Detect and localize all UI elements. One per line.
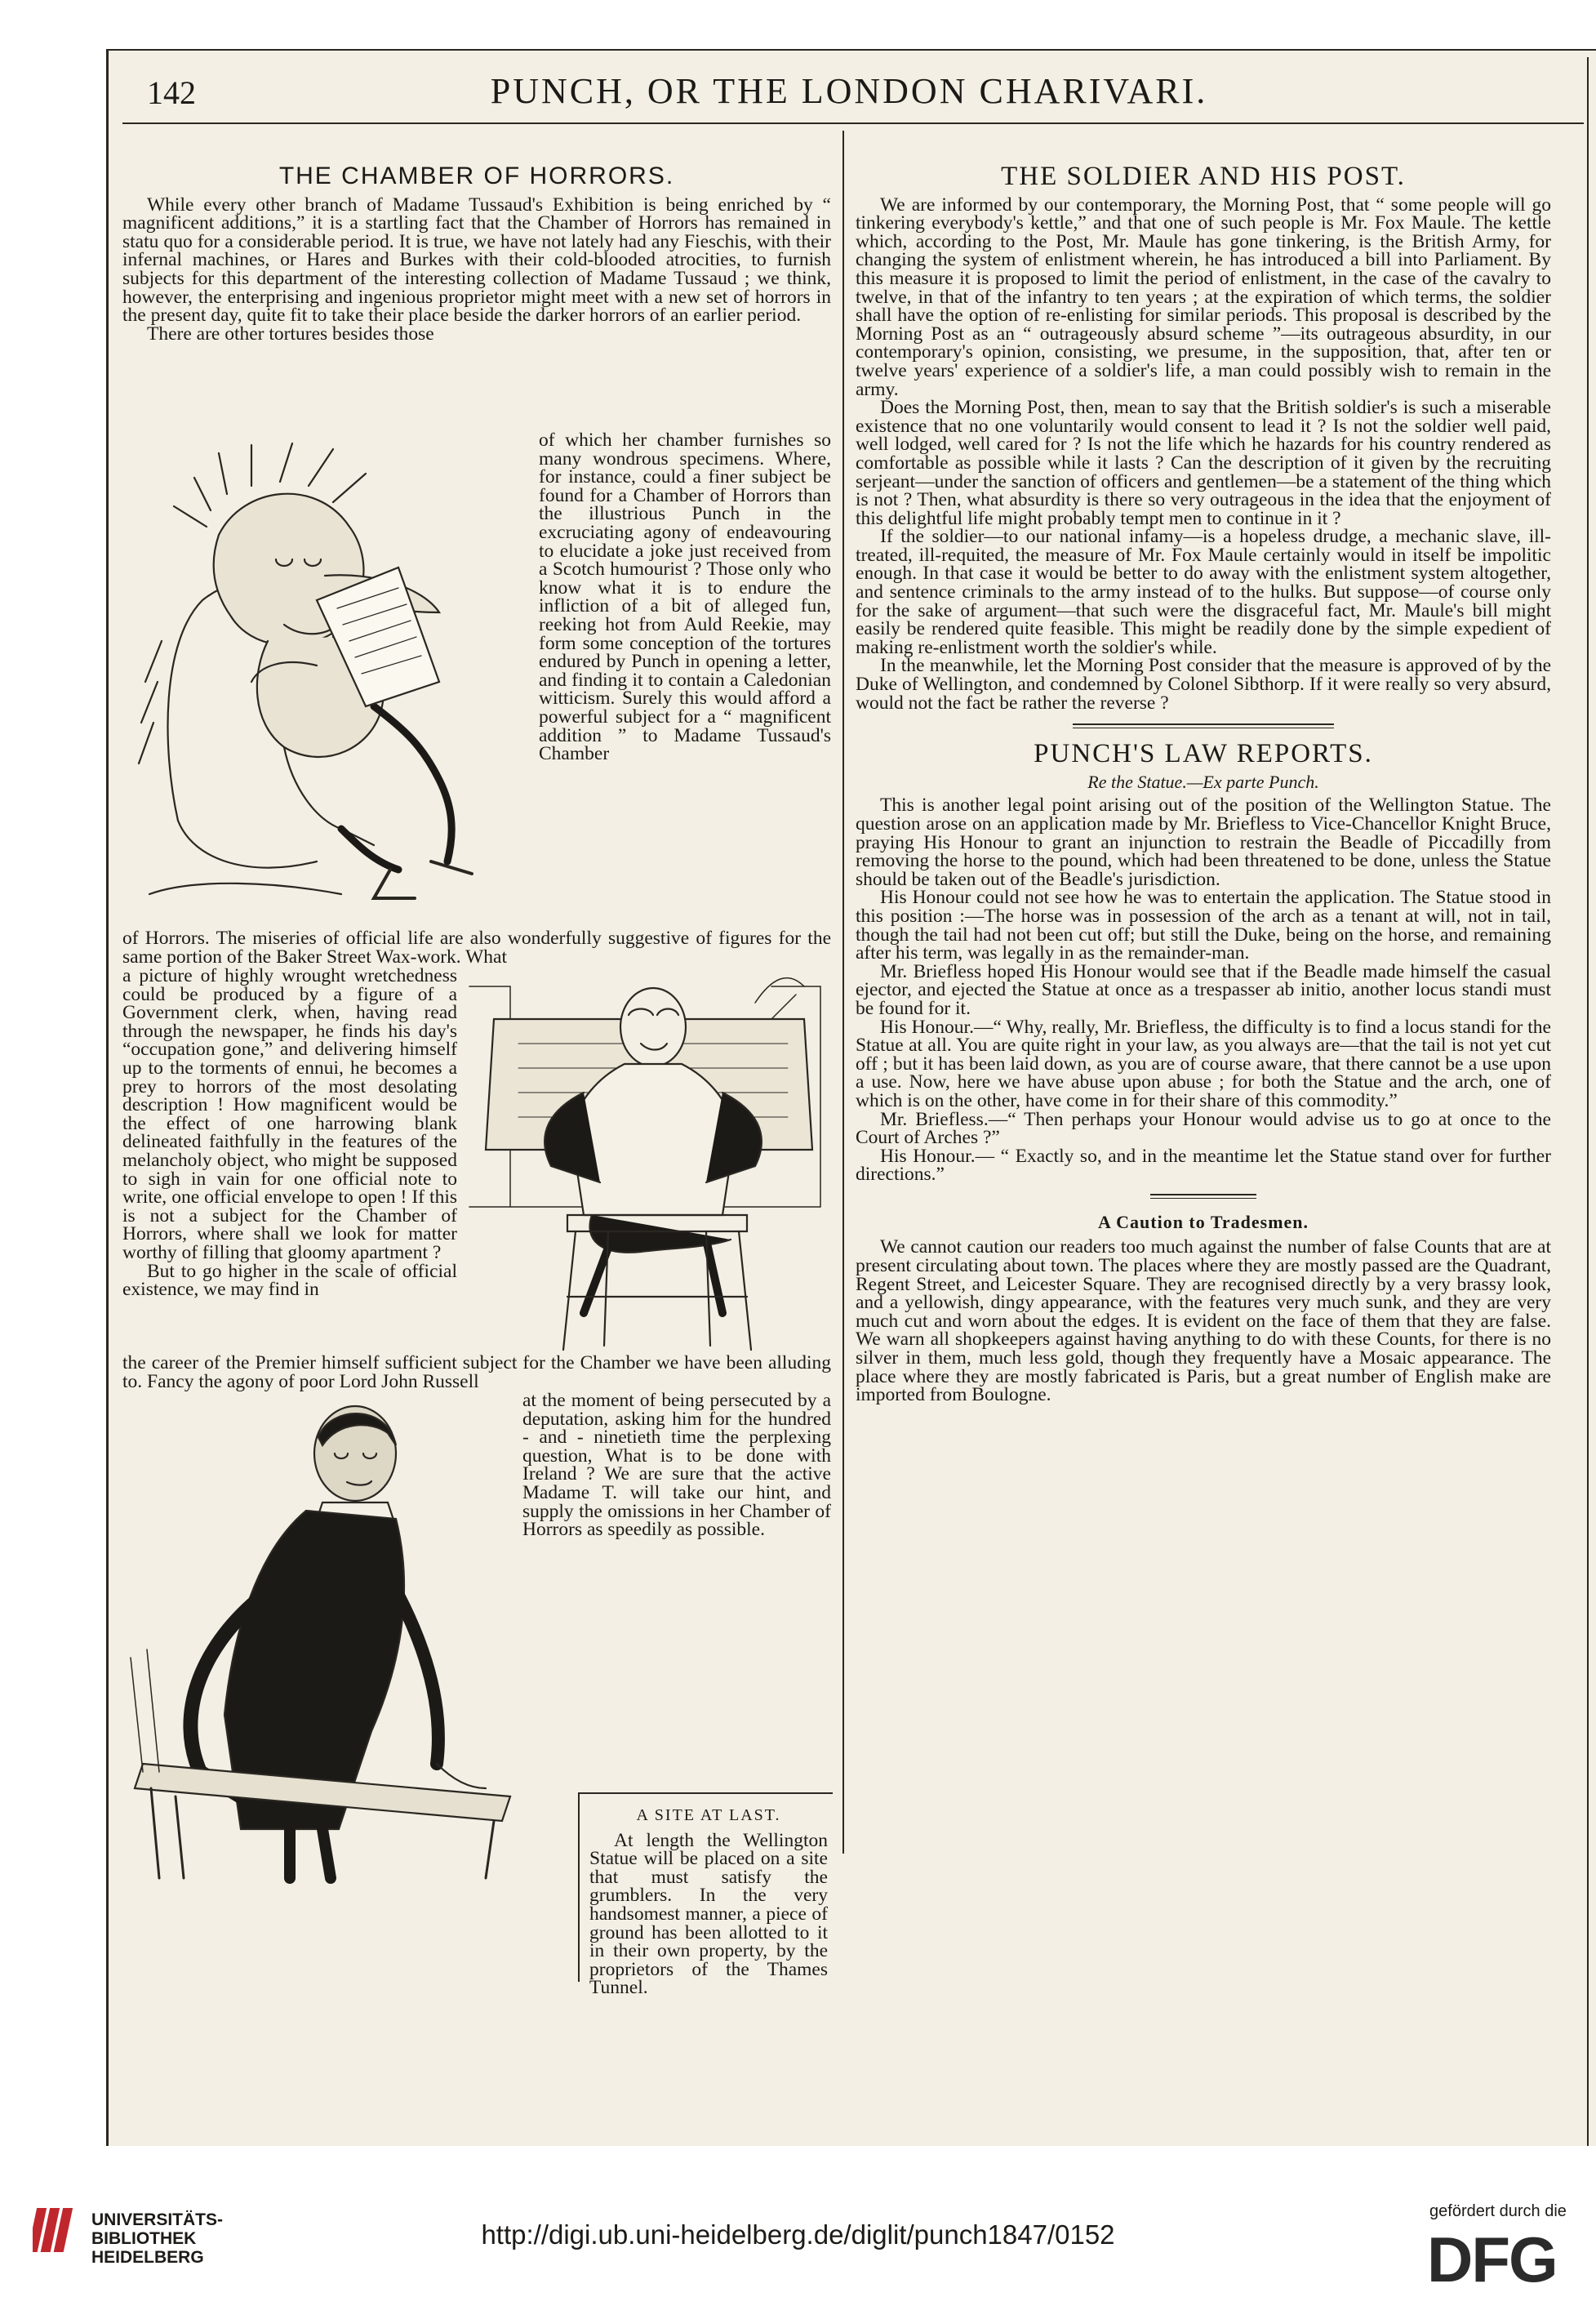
law-paragraph-6: His Honour.— “ Exactly so, and in the meantime let the Statue stand over for further directions.” (856, 1145, 1551, 1186)
chamber-paragraph-3: a picture of highly wrought wretchedness could be produced by a figure of a Government clerk, when, having read through the newspaper, he finds his day's “occupation gone,” and delivering himself up to the torments of ennui, he becomes a prey to horrors of the most desolating description ! How magnificent would be the effect of one harrowing blank delineated faithfully in the features of the melancholy object, who might be supposed to sigh in vain for one official note to write, one official envelope to open ! If this is not a subject for the Chamber of Horrors, where shall we look for matter worthy of filling that gloomy apartment ? (122, 965, 457, 1263)
law-reports-subtitle: Re the Statue.—Ex parte Punch. (1087, 771, 1319, 792)
header-rule (122, 122, 1584, 124)
soldier-paragraph-1: We are informed by our contemporary, the Morning Post, that “ some people will go tinkering everybody's kettle,” and that one of such people is Mr. Fox Maule. The kettle which, according to the Post, Mr. Maule has gone tinkering, is the British Army, for changing the system of enlistment wherein, he has introduced a bill into Parliament. By this measure it is proposed to limit the period of enlistment, in the case of the cavalry to twelve, in that of the infantry to ten years ; at the expiration of which terms, the soldier shall have the option of re-enlisting for similar periods. This proposal is described by the Morning Post as an “ outrageously absurd scheme ”—its outrageous absurdity, in our contemporary's opinion, consisting, we presume, in the supposition, that, after ten or twelve years' experience of a soldier's life, a man could possibly wish to remain in the army. (856, 194, 1551, 400)
page-number: 142 (147, 74, 196, 111)
article-title-law-reports: PUNCH'S LAW REPORTS. (1034, 739, 1373, 769)
chamber-paragraph-2-end: of Horrors. The miseries of official life are also wonderfully suggestive of figures for the same portion of the Baker Street Wax-work. What (122, 928, 831, 968)
sponsor-text: gefördert durch die (1429, 2202, 1567, 2220)
illustration-lord-john-russell (127, 1388, 518, 1886)
library-line-3: HEIDELBERG (91, 2248, 204, 2267)
right-column (856, 162, 1551, 1406)
page-edge-rule (1587, 57, 1589, 2148)
left-column (122, 162, 831, 345)
illustration-government-clerk (461, 970, 829, 1354)
library-line-1: UNIVERSITÄTS- (91, 2210, 224, 2229)
article-title-caution: A Caution to Tradesmen. (1097, 1211, 1309, 1232)
site-at-last-article (589, 1806, 828, 1997)
chamber-text-horrors (122, 929, 831, 966)
chamber-paragraph-4-lead: But to go higher in the scale of official existence, we may find in (122, 1260, 457, 1301)
soldier-paragraph-4: In the meanwhile, let the Morning Post consider that the measure is approved of by the Duke of Wellington, and condemned by Colonel Sibthorp. If it were really so very absurd, would not the fact be rather the reverse ? (856, 655, 1551, 714)
illustration-punch-reading-letter (129, 437, 529, 923)
article-title-soldier: THE SOLDIER AND HIS POST. (1001, 162, 1406, 191)
caution-text: We cannot caution our readers too much against the number of false Counts that are at present circulating about town. The places where they are mostly passed are the Quadrant, Regent Street, and Leicester Square. They are recognised directly by a very brassy look, and a yellowish, dingy appearance, with the features very much sunk, and they are very much cut and worn about the edges. It is evident on the face of them that they are false. We warn all shopkeepers against having anything to do with these Counts, for there is no silver in them, much less gold, though they frequently have a Mosaic appearance. The place where they are mostly fabricated is Paris, but a great number of English make are imported from Boulogne. (856, 1236, 1551, 1406)
column-rule (842, 131, 844, 1854)
site-at-last-title: A SITE AT LAST. (636, 1806, 781, 1824)
chamber-paragraph-2: of which her chamber furnishes so many wondrous specimens. Where, for instance, could a finer subject be found for a Chamber of Horrors than the illustrious Punch in the excruciating agony of endeavouring to elucidate a joke just received from a Scotch humourist ? Those only who know what it is to endure the infliction of a bit of alleged fun, reeking hot from Auld Reekie, may form some conception of the tortures endured by Punch in opening a letter, and finding it to contain a Caledonian witticism. Surely this would afford a powerful subject for a “ magnificent addition ” to Madame Tussaud's Chamber (539, 430, 831, 765)
law-paragraph-1: This is another legal point arising out of the position of the Wellington Statue. The question arose on an application made by Mr. Briefless to Vice-Chancellor Knight Bruce, praying His Honour to grant an injunction to restrain the Beadle of Piccadilly from removing the horse to the pound, which had been threatened to be done, unless the Statue should be taken out of the Beadle's jurisdiction. (856, 795, 1551, 890)
law-paragraph-5: Mr. Briefless.—“ Then perhaps your Honour would advise us to go at once to the Court of Arches ?” (856, 1108, 1551, 1149)
site-at-last-text: At length the Wellington Statue will be placed on a site that must satisfy the grumblers. In the very handsomest manner, a piece of ground has been allotted to it in their own property, by the proprietors of the Thames Tunnel. (589, 1829, 828, 1999)
chamber-wrap-text-2 (122, 967, 457, 1299)
soldier-paragraph-2: Does the Morning Post, then, mean to say that the British soldier's is such a miserable existence that no one voluntarily would consent to lead it ? Is not the soldier well paid, well lodged, well cared for ? Is not the life which he hazards for his country rendered as comfortable as possible while it lasts ? Can the description of it given by the recruiting serjeant—under the sanction of officers and gentlemen—be a statement of the thing which is not ? Then, what absurdity is there so very outrageous in the idea that the enjoyment of this delightful life might probably tempt men to continue in it ? (856, 397, 1551, 529)
law-paragraph-4: His Honour.—“ Why, really, Mr. Briefless, the difficulty is to find a locus standi for the Statue at all. You are quite right in your law, as you always are—that the tail is not yet cut off ; but it has been laid down, as you are of course aware, that there cannot be a use upon a use. Now, here we have abuse upon abuse ; for both the Statue and the arch, one of which is on the other, have come in for their share of this commodity.” (856, 1016, 1551, 1111)
footer-bar (0, 2146, 1596, 2272)
section-divider-2 (1150, 1194, 1256, 1199)
dfg-logo: DFG (1427, 2224, 1557, 2295)
library-line-2: BIBLIOTHEK (91, 2229, 197, 2248)
article-title-chamber: THE CHAMBER OF HORRORS. (278, 162, 675, 189)
law-paragraph-3: Mr. Briefless hoped His Honour would see that if the Beadle made himself the casual ejector, and ejected the Statue at once as a trespasser ab initio, another locus standi must be found for it. (856, 960, 1551, 1019)
page-header (147, 67, 1551, 124)
law-paragraph-2: His Honour could not see how he was to entertain the application. The Statue stood in this position :—The horse was in possession of the arch as a tenant at will, not in tail, though the tail had not been cut off; but still the Duke, being on the horse, and remaining after his term, was legally in as the remainder-man. (856, 887, 1551, 964)
chamber-paragraph-1: While every other branch of Madame Tussaud's Exhibition is being enriched by “ magnificent additions,” it is a startling fact that the Chamber of Horrors has remained in statu quo for a considerable period. It is true, we have not lately had any Fieschis, with their infernal machines, or Hares and Burkes with their cold-blooded atrocities, to furnish subjects for this department of the interesting collection of Madame Tussaud ; we think, however, the enterprising and ingenious proprietor might meet with a new set of horrors in the present day, quite fit to take their place beside the darker horrors of an earlier period. (122, 194, 831, 327)
soldier-paragraph-3: If the soldier—to our national infamy—is a hopeless drudge, a mechanic slave, ill-treated, ill-requited, the measure of Mr. Fox Maule certainly would in itself be impolitic enough. In that case it would be better to do away with the enlistment system altogether, and sentence criminals to the army instead of to the hulks. But suppose—of course only for the sake of argument—that such were the disgraceful fact, Mr. Maule's bill might easily be rendered quite feasible. This might be readily done by the simple expedient of making re-enlistment worth the soldier's while. (856, 526, 1551, 658)
chamber-paragraph-4-end: at the moment of being persecuted by a deputation, asking him for the hundred - and - ninetieth time the perplexing question, What is to be done with Ireland ? We are sure that the active Madame T. will take our hint, and supply the omissions in her Chamber of Horrors as speedily as possible. (522, 1390, 831, 1541)
source-url-link[interactable]: http://digi.ub.uni-heidelberg.de/diglit/punch1847/0152 (481, 2219, 1115, 2250)
chamber-text-premier (122, 1354, 831, 1391)
running-title: PUNCH, OR THE LONDON CHARIVARI. (490, 71, 1208, 111)
section-divider-1 (1073, 723, 1334, 728)
chamber-wrap-text-1 (539, 431, 831, 763)
chamber-paragraph-2-lead: There are other tortures besides those (147, 323, 434, 345)
chamber-wrap-text-3 (522, 1391, 831, 1539)
chamber-paragraph-4: the career of the Premier himself sufficient subject for the Chamber we have been alluding to. Fancy the agony of poor Lord John Russell (122, 1352, 831, 1392)
